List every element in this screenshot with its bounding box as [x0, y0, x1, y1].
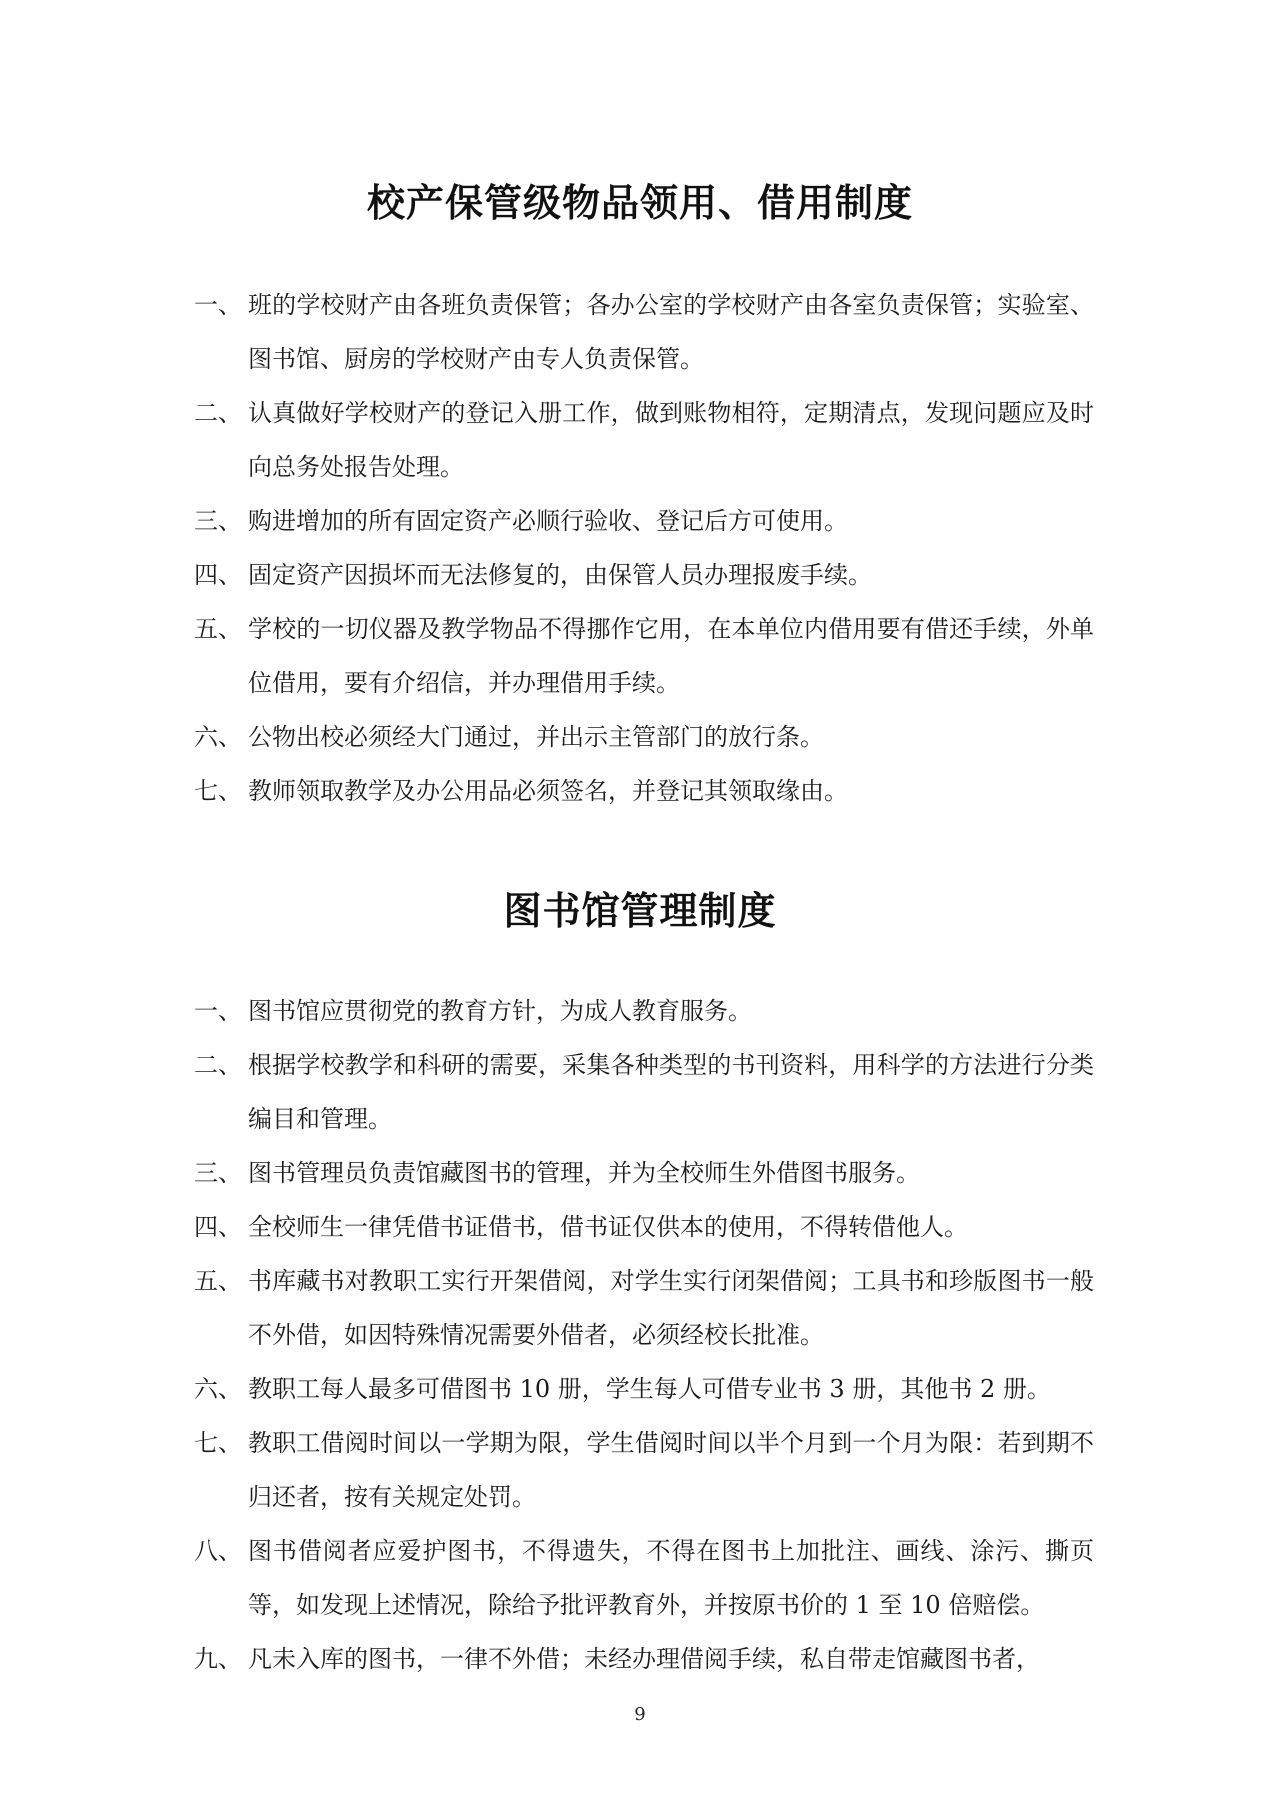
item-number: 六、 — [194, 723, 242, 751]
list-item — [194, 278, 1094, 386]
section-title-library: 图书馆管理制度 — [503, 889, 777, 933]
item-number: 二、 — [194, 1051, 242, 1079]
list-item — [194, 984, 1094, 1038]
item-number: 二、 — [194, 399, 242, 427]
list-item — [194, 1038, 1094, 1146]
item-number: 四、 — [194, 561, 242, 589]
item-number: 八、 — [194, 1537, 242, 1565]
list-item — [194, 548, 1094, 602]
list-item — [194, 1416, 1094, 1524]
item-number: 七、 — [194, 777, 242, 805]
item-text: 图书管理员负责馆藏图书的管理，并为全校师生外借图书服务。 — [248, 1159, 920, 1187]
item-text: 认真做好学校财产的登记入册工作，做到账物相符，定期清点，发现问题应及时向总务处报告处理。 — [248, 399, 1094, 481]
item-text: 班的学校财产由各班负责保管；各办公室的学校财产由各室负责保管；实验室、图书馆、厨房的学校财产由专人负责保管。 — [248, 291, 1094, 373]
list-item — [194, 1632, 1094, 1686]
section-title-asset-custody: 校产保管级物品领用、借用制度 — [366, 181, 913, 225]
item-text: 购进增加的所有固定资产必顺行验收、登记后方可使用。 — [248, 507, 848, 535]
item-number: 七、 — [194, 1429, 242, 1457]
item-text: 图书借阅者应爱护图书，不得遗失，不得在图书上加批注、画线、涂污、撕页等，如发现上述情况，除给予批评教育外，并按原书价的 1 至 10 倍赔偿。 — [248, 1537, 1094, 1619]
asset-custody-rules-list — [194, 278, 1094, 818]
list-item — [194, 1362, 1094, 1416]
list-item — [194, 1524, 1094, 1632]
item-number: 三、 — [194, 1159, 242, 1187]
item-text: 书库藏书对教职工实行开架借阅，对学生实行闭架借阅；工具书和珍版图书一般不外借，如因特殊情况需要外借者，必须经校长批准。 — [248, 1267, 1094, 1349]
item-text: 全校师生一律凭借书证借书，借书证仅供本的使用，不得转借他人。 — [248, 1213, 968, 1241]
list-item — [194, 494, 1094, 548]
list-item — [194, 710, 1094, 764]
list-item — [194, 602, 1094, 710]
item-text: 图书馆应贯彻党的教育方针，为成人教育服务。 — [248, 997, 752, 1025]
item-text: 学校的一切仪器及教学物品不得挪作它用，在本单位内借用要有借还手续，外单位借用，要有介绍信，并办理借用手续。 — [248, 615, 1094, 697]
item-number: 一、 — [194, 997, 242, 1025]
item-text: 教师领取教学及办公用品必须签名，并登记其领取缘由。 — [248, 777, 848, 805]
item-number: 一、 — [194, 291, 242, 319]
item-text: 凡未入库的图书，一律不外借；未经办理借阅手续，私自带走馆藏图书者， — [248, 1645, 1040, 1673]
item-number: 四、 — [194, 1213, 242, 1241]
list-item — [194, 1254, 1094, 1362]
item-number: 三、 — [194, 507, 242, 535]
item-number: 五、 — [194, 615, 242, 643]
list-item — [194, 1200, 1094, 1254]
item-text: 固定资产因损坏而无法修复的，由保管人员办理报废手续。 — [248, 561, 872, 589]
list-item — [194, 1146, 1094, 1200]
item-number: 五、 — [194, 1267, 242, 1295]
item-text: 教职工借阅时间以一学期为限，学生借阅时间以半个月到一个月为限：若到期不归还者，按有关规定处罚。 — [248, 1429, 1094, 1511]
list-item — [194, 764, 1094, 818]
item-number: 六、 — [194, 1375, 242, 1403]
library-rules-list — [194, 984, 1094, 1686]
page-number: 9 — [634, 1704, 646, 1725]
item-text: 公物出校必须经大门通过，并出示主管部门的放行条。 — [248, 723, 824, 751]
item-text: 教职工每人最多可借图书 10 册，学生每人可借专业书 3 册，其他书 2 册。 — [248, 1375, 1051, 1403]
item-text: 根据学校教学和科研的需要，采集各种类型的书刊资料，用科学的方法进行分类编目和管理。 — [248, 1051, 1094, 1133]
item-number: 九、 — [194, 1645, 242, 1673]
list-item — [194, 386, 1094, 494]
